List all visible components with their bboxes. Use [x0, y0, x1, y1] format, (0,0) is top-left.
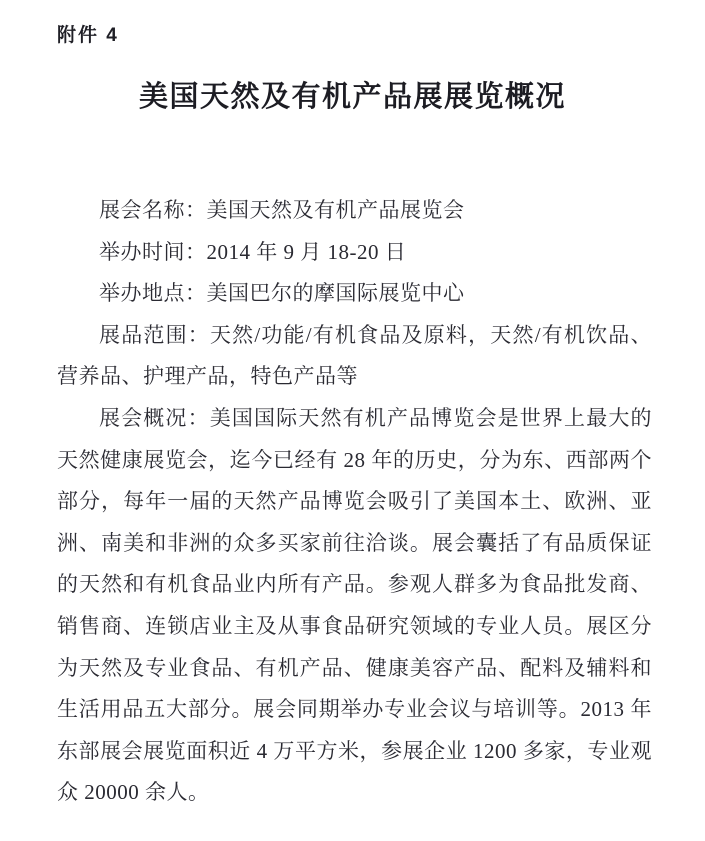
document-body [57, 190, 652, 814]
page-title: 美国天然及有机产品展展览概况 [138, 81, 566, 113]
paragraph-exhibition-date: 举办时间：2014 年 9 月 18-20 日 [99, 239, 407, 264]
paragraph-exhibition-name: 展会名称：美国天然及有机产品展览会 [99, 198, 465, 222]
paragraph-exhibition-venue: 举办地点：美国巴尔的摩国际展览中心 [99, 281, 465, 306]
attachment-label: 附件 4 [57, 25, 119, 46]
paragraph-exhibition-overview: 展会概况：美国国际天然有机产品博览会是世界上最大的天然健康展览会，迄今已经有 28 年的历史，分为东、西部两个部分，每年一届的天然产品博览会吸引了美国本土、欧洲、亚洲、南美和非洲的众多买家前往洽谈。展会囊括了有品质保证的天然和有机食品业内所有产品。参观人群多为食品批发商、销售商、连锁店业主及从事食品研究领域的专业人员。展区分为天然及专业食品、有机产品、健康美容产品、配料及辅料和生活用品五大部分。展会同期举办专业会议与培训等。2013 年东部展会展览面积近 4 万平方米，参展企业 1200 多家，专业观众 20000 余人。 [57, 405, 652, 805]
paragraph-exhibit-scope: 展品范围：天然/功能/有机食品及原料，天然/有机饮品、营养品、护理产品，特色产品等 [57, 322, 652, 389]
